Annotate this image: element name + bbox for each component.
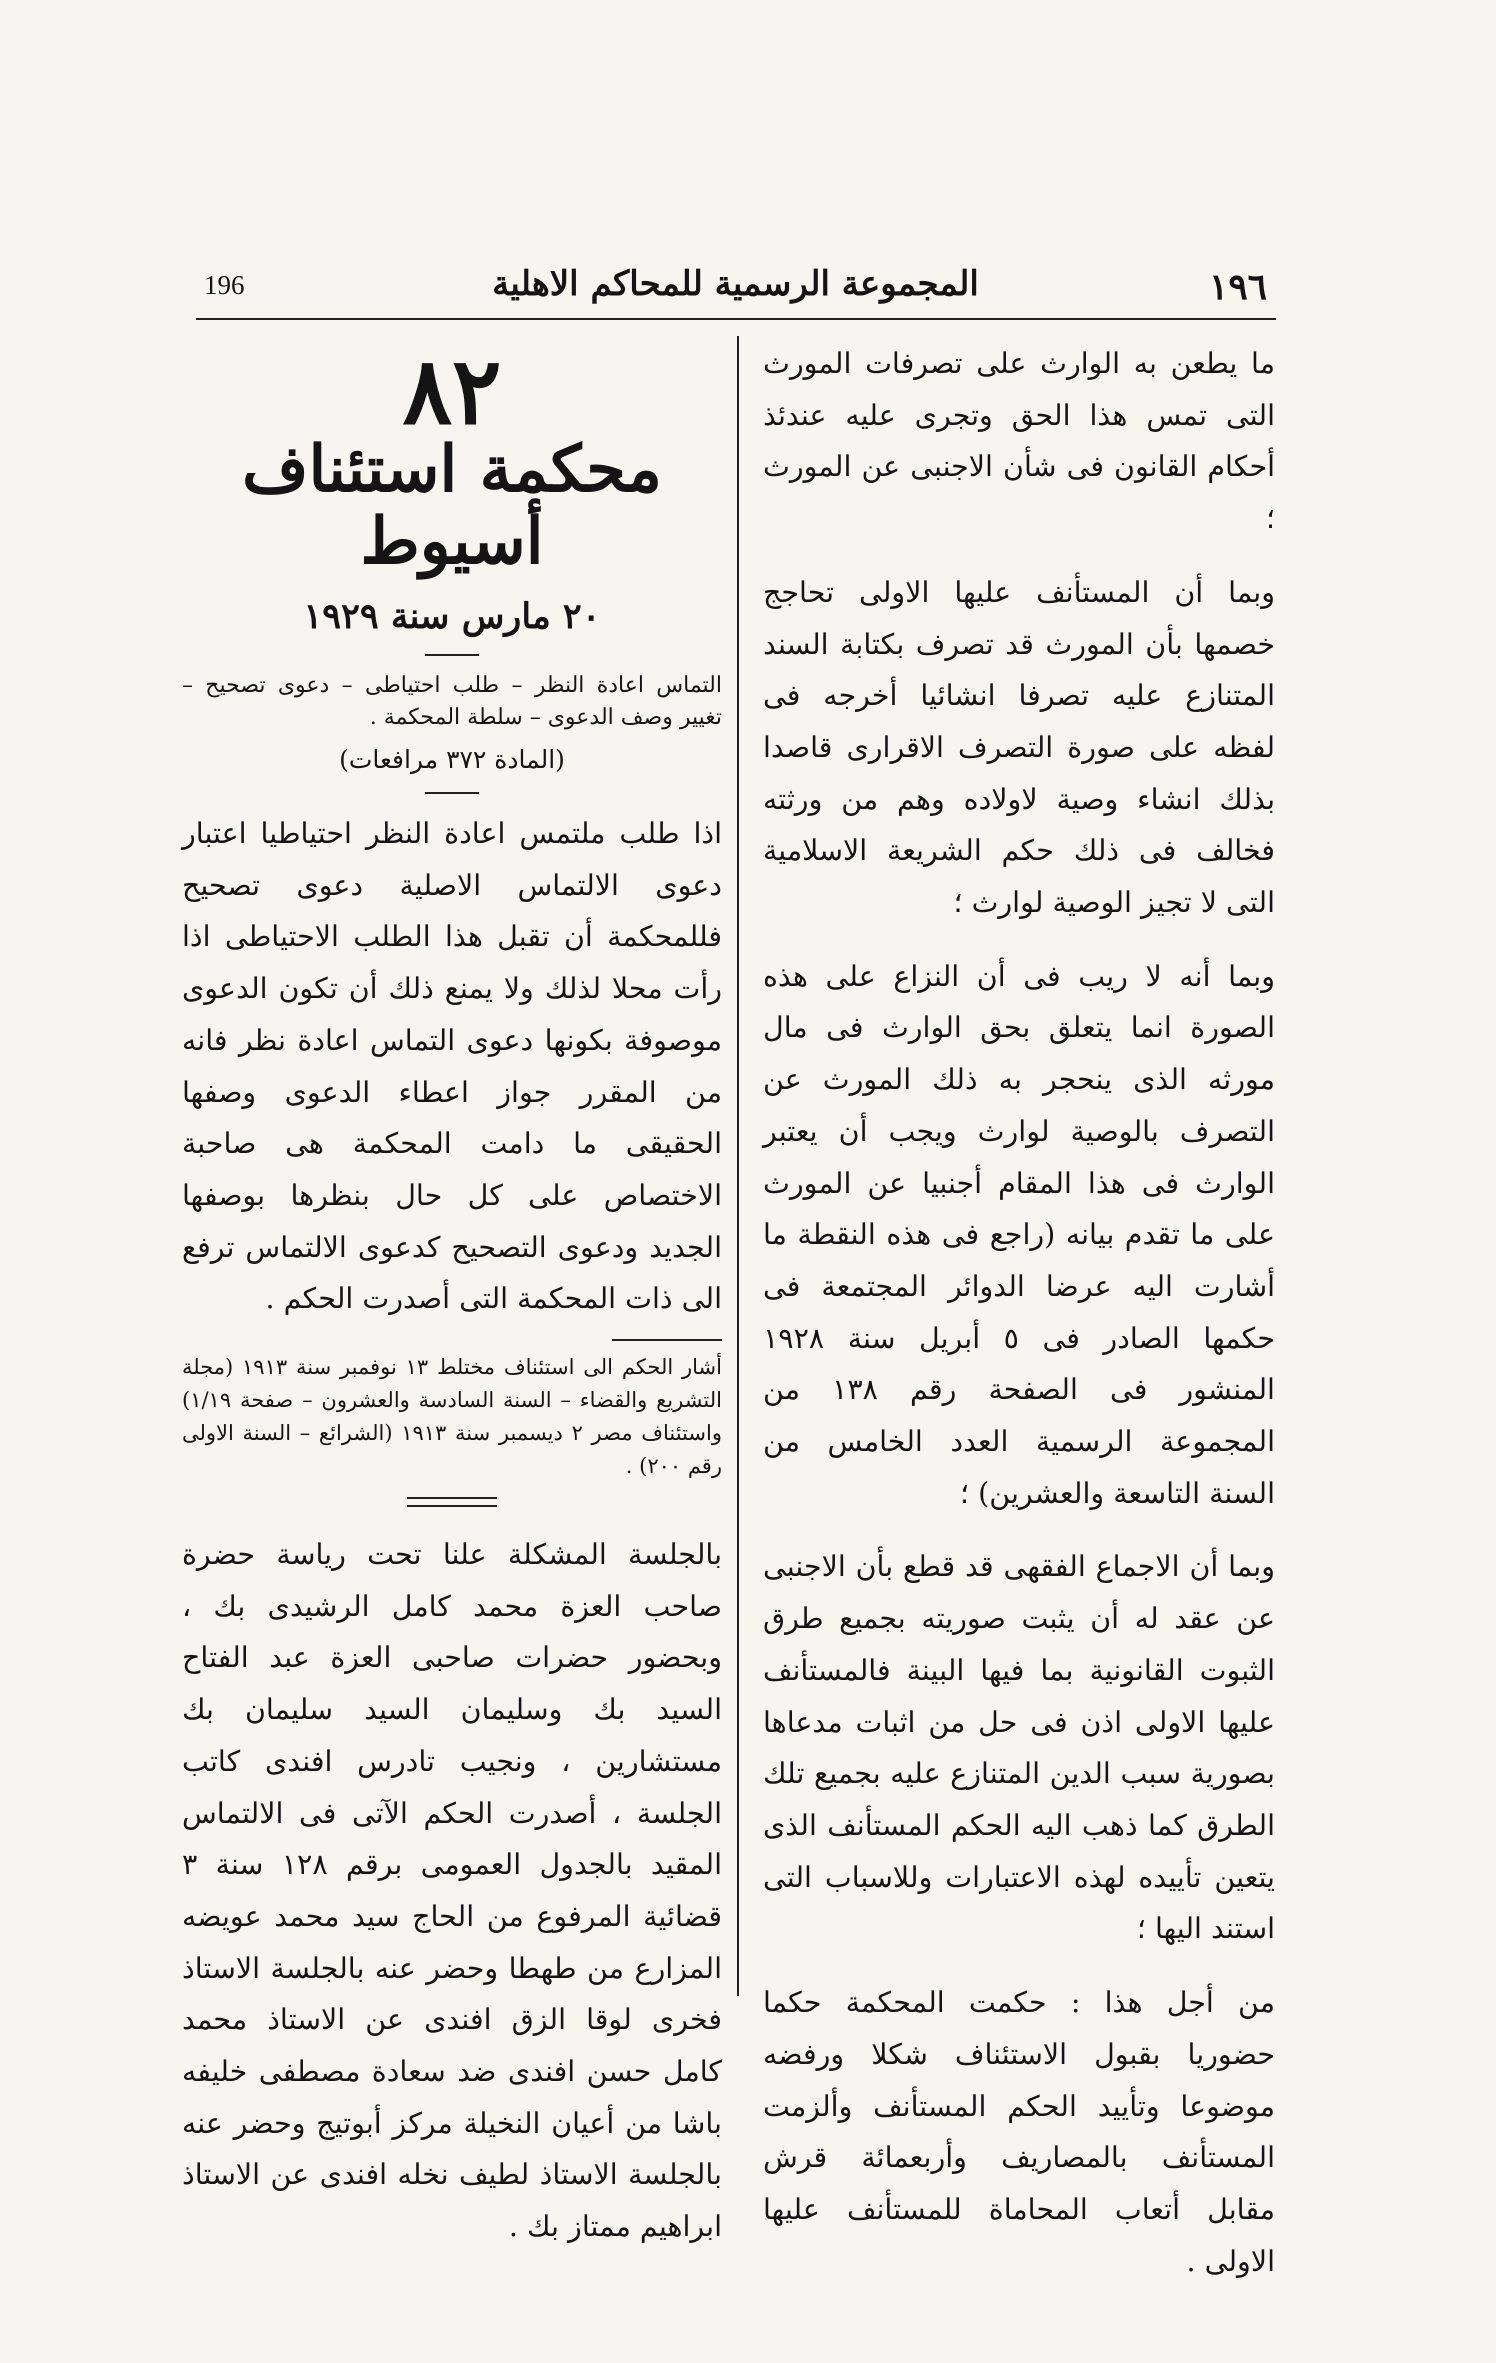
summary-paragraph: اذا طلب ملتمس اعادة النظر احتياطيا اعتبار دعوى الالتماس الاصلية دعوى تصحيح فللمحكمة أن تقبل هذا الطلب الاحتياطى اذا رأت محلا لذلك ولا يمنع ذلك أن تكون الدعوى موصوفة بكونها دعوى التماس اعادة نظر فانه من المقرر جواز اعطاء الدعوى وصفها الحقيقى ما دامت المحكمة هى صاحبة الاختصاص على كل حال بنظرها بوصفها الجديد ودعوى التصحيح كدعوى الالتماس ترفع الى ذات المحكمة التى أصدرت الحكم . [182, 817, 722, 1316]
paragraph: وبما أنه لا ريب فى أن النزاع على هذه الصورة انما يتعلق بحق الوارث فى مال مورثه الذى ينحجر به ذلك المورث عن التصرف بالوصية لوارث ويجب أن يعتبر الوارث فى هذا المقام أجنبيا عن المورث على ما تقدم بيانه (راجع فى هذه النقطة ما أشارت اليه عرضا الدوائر المجتمعة فى حكمها الصادر فى ٥ أبريل سنة ١٩٢٨ المنشور فى الصفحة رقم ١٣٨ من المجموعة الرسمية العدد الخامس من السنة التاسعة والعشرين) ؛ [763, 959, 1275, 1510]
divider [425, 792, 479, 794]
double-divider [407, 1497, 497, 1507]
proceedings-paragraph: بالجلسة المشكلة علنا تحت رياسة حضرة صاحب العزة محمد كامل الرشيدى بك ، وبحضور حضرات صاحبى العزة عبد الفتاح السيد بك وسليمان السيد سليمان بك مستشارين ، ونجيب تادرس افندى كاتب الجلسة ، أصدرت الحكم الآتى فى الالتماس المقيد بالجدول العمومى برقم ١٢٨ سنة ٣ قضائية المرفوع من الحاج سيد محمد عويضه المزارع من طهطا وحضر عنه بالجلسة الاستاذ فخرى لوقا الزق افندى عن الاستاذ محمد كامل حسن افندى ضد سعادة مصطفى خليفه باشا من أعيان النخيلة مركز أبوتيج وحضر عنه بالجلسة الاستاذ لطيف نخله افندى عن الاستاذ ابراهيم ممتاز بك . [182, 1538, 722, 2244]
footnote-rule [612, 1339, 722, 1341]
right-column [763, 338, 1275, 2287]
running-title: المجموعة الرسمية للمحاكم الاهلية [492, 264, 979, 304]
paragraph: ما يطعن به الوارث على تصرفات المورث التى تمس هذا الحق وتجرى عليه عندئذ أحكام القانون فى شأن الاجنبى عن المورث ؛ [763, 347, 1275, 536]
case-number: ٨٢ [402, 337, 502, 445]
court-name: محكمة استئناف أسيوط [242, 432, 662, 579]
footnote: أشار الحكم الى استئناف مختلط ١٣ نوفمبر سنة ١٩١٣ (مجلة التشريع والقضاء – السنة السادسة والعشرون – صفحة ١/١٩) واستئناف مصر ٢ ديسمبر سنة ١٩١٣ (الشرائع – السنة الاولى رقم ٢٠٠) . [182, 1355, 722, 1479]
keywords: التماس اعادة النظر – طلب احتياطى – دعوى تصحيح – تغيير وصف الدعوى – سلطة المحكمة . [182, 673, 722, 730]
article-reference: (المادة ٣٧٢ مرافعات) [339, 745, 565, 774]
header-rule [196, 318, 1276, 320]
paragraph: من أجل هذا : حكمت المحكمة حكما حضوريا بقبول الاستئناف شكلا ورفضه موضوعا وتأييد الحكم المستأنف وألزمت المستأنف بالمصاريف وأربعمائة قرش مقابل أتعاب المحاماة للمستأنف عليها الاولى . [763, 1986, 1275, 2278]
page-header [198, 264, 1273, 316]
page-number-arabic: ١٩٦ [1208, 266, 1267, 308]
page-number-latin: 196 [204, 270, 245, 300]
paragraph: وبما أن المستأنف عليها الاولى تحاجج خصمها بأن المورث قد تصرف بكتابة السند المتنازع عليه تصرفا انشائيا أخرجه فى لفظه على صورة التصرف الاقرارى قاصدا بذلك انشاء وصية لاولاده وهم من ورثته فخالف فى ذلك حكم الشريعة الاسلامية التى لا تجيز الوصية لوارث ؛ [763, 575, 1275, 920]
divider [425, 654, 479, 656]
left-column [182, 338, 722, 2253]
case-date: ٢٠ مارس سنة ١٩٢٩ [303, 596, 601, 637]
column-divider [737, 336, 739, 1996]
paragraph: وبما أن الاجماع الفقهى قد قطع بأن الاجنبى عن عقد له أن يثبت صوريته بجميع طرق الثبوت القانونية بما فيها البينة فالمستأنف عليها الاولى اذن فى حل من اثبات مدعاها بصورية سبب الدين المتنازع عليه بجميع تلك الطرق كما ذهب اليه الحكم المستأنف الذى يتعين تأييده لهذه الاعتبارات وللاسباب التى استند اليها ؛ [763, 1550, 1275, 1946]
